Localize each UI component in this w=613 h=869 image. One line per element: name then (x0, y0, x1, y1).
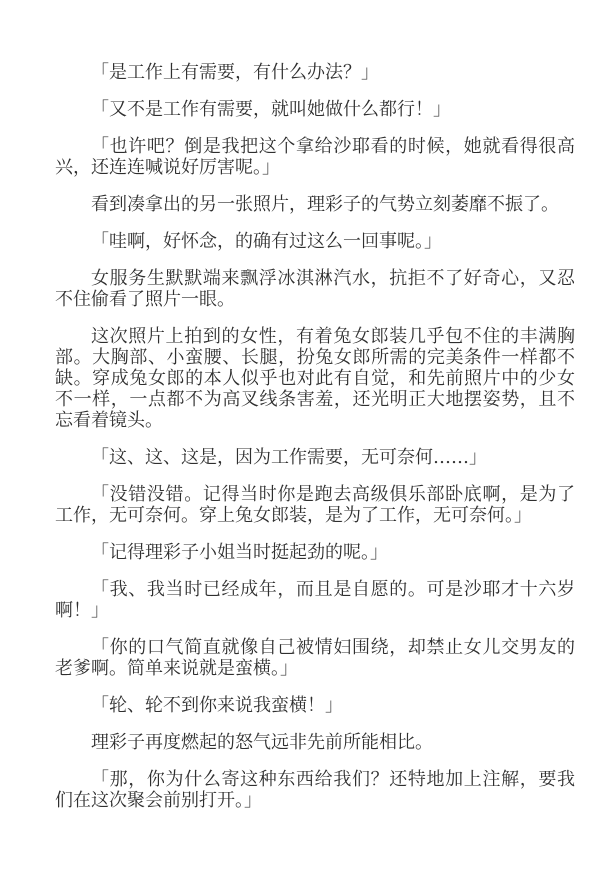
paragraph-dialogue: 「记得理彩子小姐当时挺起劲的呢。」 (91, 542, 388, 563)
paragraph-dialogue: 「又不是工作有需要，就叫她做什么都行！」 (91, 99, 451, 120)
paragraph-dialogue: 「也许吧？倒是我把这个拿给沙耶看的时候，她就看得很高兴，还连连喊说好厉害呢。」 (55, 136, 575, 178)
paragraph-dialogue: 「那，你为什么寄这种东西给我们？还特地加上注解，要我们在这次聚会前别打开。」 (55, 769, 575, 811)
paragraph-dialogue: 「你的口气简直就像自己被情妇围绕，却禁止女儿交男友的老爹啊。简单来说就是蛮横。」 (55, 637, 575, 679)
paragraph-dialogue: 「这、这、这是，因为工作需要，无可奈何……」 (91, 447, 487, 468)
paragraph-dialogue: 「哇啊，好怀念，的确有过这么一回事呢。」 (91, 231, 442, 252)
paragraph-dialogue: 「没错没错。记得当时你是跑去高级俱乐部卧底啊，是为了工作，无可奈何。穿上兔女郎装，是为了工作，无可奈何。」 (55, 484, 575, 526)
paragraph-narration: 理彩子再度燃起的怒气远非先前所能相比。 (91, 732, 433, 753)
paragraph-narration: 女服务生默默端来飘浮冰淇淋汽水，抗拒不了好奇心，又忍不住偷看了照片一眼。 (55, 268, 575, 310)
paragraph-dialogue: 「是工作上有需要，有什么办法？」 (91, 62, 379, 83)
paragraph-dialogue: 「轮、轮不到你来说我蛮横！」 (91, 695, 343, 716)
paragraph-narration: 这次照片上拍到的女性，有着兔女郎装几乎包不住的丰满胸部。大胸部、小蛮腰、长腿，扮兔女郎所需的完美条件一样都不缺。穿成兔女郎的本人似乎也对此有自觉，和先前照片中的少女不一样，一点都不为高叉线条害羞，还光明正大地摆姿势，且不忘看着镜头。 (55, 326, 575, 431)
paragraph-dialogue: 「我、我当时已经成年，而且是自愿的。可是沙耶才十六岁啊！」 (55, 579, 575, 621)
paragraph-narration: 看到凑拿出的另一张照片，理彩子的气势立刻萎靡不振了。 (91, 194, 559, 215)
